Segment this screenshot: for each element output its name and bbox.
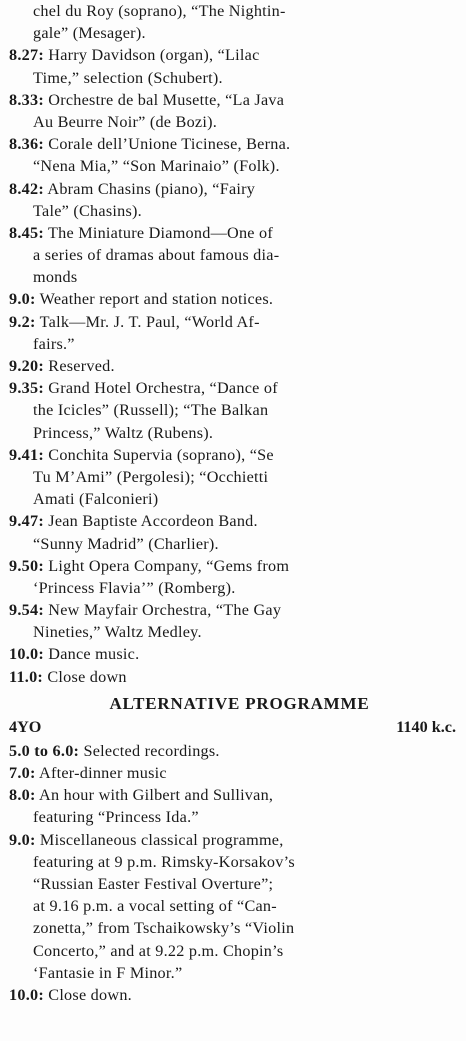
- programme-item: [9, 643, 458, 665]
- programme-text: at 9.16 p.m. a vocal setting of “Can-: [33, 897, 277, 916]
- programme-item: [9, 829, 458, 984]
- programme-text: “Sunny Madrid” (Charlier).: [33, 534, 219, 553]
- programme-line: [9, 621, 458, 643]
- programme-line: [9, 288, 458, 310]
- programme-text: featuring at 9 p.m. Rimsky-Korsakov’s: [33, 852, 295, 871]
- programme-time: 10.0:: [9, 645, 44, 664]
- programme-item: [9, 44, 458, 88]
- programme-item: [9, 222, 458, 289]
- programme-line: [9, 599, 458, 621]
- programme-line: [9, 851, 458, 873]
- programme-line: [9, 355, 458, 377]
- programme-line: [9, 577, 458, 599]
- programme-text: Tu M’Ami” (Pergolesi); “Occhietti: [33, 467, 269, 486]
- programme-line: [9, 266, 458, 288]
- programme-time: 8.42:: [9, 179, 44, 198]
- programme-item: [9, 666, 458, 688]
- section-heading: ALTERNATIVE PROGRAMME: [109, 693, 370, 713]
- programme-line: [9, 488, 458, 510]
- programme-line: [9, 0, 458, 22]
- programme-line: [9, 784, 458, 806]
- programme-item: [9, 89, 458, 133]
- programme-time: 9.20:: [9, 357, 44, 375]
- programme-text: Miscellaneous classical programme,: [39, 830, 284, 849]
- programme-line: [9, 399, 458, 421]
- programme-time: 9.50:: [9, 556, 44, 575]
- programme-line: [9, 200, 458, 222]
- programme-line: [9, 333, 458, 355]
- programme-text: zonetta,” from Tschaikowsky’s “Violin: [33, 919, 295, 938]
- programme-line: [9, 22, 458, 44]
- programme-text: Harry Davidson (organ), “Lilac: [48, 46, 260, 65]
- programme-line: [9, 377, 458, 399]
- programme-time: 8.0:: [9, 786, 36, 805]
- programme-line: [9, 89, 458, 111]
- programme-text: Abram Chasins (piano), “Fairy: [47, 179, 256, 198]
- programme-text: Dance music.: [48, 645, 140, 664]
- programme-text: “Nena Mia,” “Son Marinaio” (Folk).: [33, 157, 280, 176]
- programme-line: [9, 555, 458, 577]
- programme-item: [9, 599, 458, 643]
- programme-line: [9, 940, 458, 962]
- alternative-programme-list: [9, 740, 458, 1006]
- programme-text: Light Opera Company, “Gems from: [48, 556, 290, 575]
- programme-line: [9, 917, 458, 939]
- programme-item: [9, 178, 458, 222]
- programme-text: fairs.”: [33, 334, 75, 353]
- programme-text: The Miniature Diamond—One of: [47, 223, 274, 242]
- programme-time: 9.41:: [9, 445, 44, 464]
- programme-item: [9, 510, 458, 554]
- programme-item: [9, 555, 458, 599]
- programme-line: [9, 111, 458, 133]
- programme-time: 9.54:: [9, 601, 44, 620]
- programme-line: [9, 762, 458, 784]
- station-row: [9, 716, 458, 740]
- programme-text: Jean Baptiste Accordeon Band.: [48, 512, 258, 531]
- programme-line: [9, 510, 458, 532]
- programme-line: [9, 643, 458, 665]
- station-call-sign: 4YO: [9, 717, 42, 736]
- programme-text: Princess,” Waltz (Rubens).: [33, 423, 214, 442]
- programme-text: Tale” (Chasins).: [33, 201, 142, 220]
- programme-time: 8.45:: [9, 223, 44, 242]
- programme-time: 7.0:: [9, 764, 36, 782]
- programme-line: [9, 962, 458, 984]
- programme-line: [9, 178, 458, 200]
- programme-text: Selected recordings.: [83, 741, 220, 760]
- programme-text: New Mayfair Orchestra, “The Gay: [48, 601, 282, 620]
- programme-time: 9.2:: [9, 312, 36, 331]
- programme-text: “Russian Easter Festival Overture”;: [33, 874, 274, 893]
- programme-text: Reserved.: [48, 357, 115, 375]
- programme-text: Amati (Falconieri): [33, 490, 159, 509]
- programme-time: 9.47:: [9, 512, 44, 531]
- programme-line: [9, 984, 458, 1006]
- station-frequency: 1140 k.c.: [396, 717, 456, 736]
- programme-text: the Icicles” (Russell); “The Balkan: [33, 401, 269, 420]
- programme-item: [9, 288, 458, 310]
- programme-text: Nineties,” Waltz Medley.: [33, 623, 202, 642]
- programme-text: Corale dell’Unione Ticinese, Berna.: [48, 135, 291, 154]
- programme-text: An hour with Gilbert and Sullivan,: [39, 786, 274, 805]
- programme-item: [9, 984, 458, 1006]
- programme-item: [9, 133, 458, 177]
- programme-line: [9, 895, 458, 917]
- programme-time: 5.0 to 6.0:: [9, 741, 80, 760]
- programme-line: [9, 422, 458, 444]
- programme-item: [9, 377, 458, 444]
- programme-line: [9, 155, 458, 177]
- programme-time: 11.0:: [9, 667, 44, 686]
- programme-item: [9, 784, 458, 828]
- programme-list: [9, 0, 458, 688]
- programme-line: [9, 133, 458, 155]
- programme-line: [9, 740, 458, 762]
- programme-text: Close down.: [48, 985, 132, 1004]
- programme-text: After-dinner music: [39, 764, 167, 782]
- programme-line: [9, 444, 458, 466]
- programme-text: Talk—Mr. J. T. Paul, “World Af-: [39, 312, 260, 331]
- programme-item: [9, 444, 458, 511]
- programme-text: Close down: [47, 667, 127, 686]
- programme-line: [9, 67, 458, 89]
- programme-line: [9, 466, 458, 488]
- programme-text: a series of dramas about famous dia-: [33, 246, 280, 265]
- programme-line: [9, 806, 458, 828]
- programme-time: 8.27:: [9, 46, 44, 65]
- programme-line: [9, 222, 458, 244]
- programme-text: Weather report and station notices.: [39, 290, 274, 309]
- programme-line: [9, 533, 458, 555]
- programme-item: [9, 762, 458, 784]
- programme-item: [9, 740, 458, 762]
- programme-text: Orchestre de bal Musette, “La Java: [48, 90, 285, 109]
- programme-line: [9, 244, 458, 266]
- programme-text: ‘Princess Flavia’” (Romberg).: [33, 578, 236, 597]
- programme-text: monds: [33, 268, 78, 287]
- programme-time: 8.33:: [9, 90, 44, 109]
- programme-text: Grand Hotel Orchestra, “Dance of: [48, 379, 278, 398]
- programme-line: [9, 829, 458, 851]
- programme-time: 9.0:: [9, 290, 36, 309]
- programme-time: 10.0:: [9, 985, 44, 1004]
- programme-text: gale” (Mesager).: [33, 24, 146, 43]
- programme-line: [9, 311, 458, 333]
- programme-item: [9, 355, 458, 377]
- programme-time: 9.0:: [9, 830, 36, 849]
- programme-line: [9, 873, 458, 895]
- programme-line: [9, 666, 458, 688]
- programme-text: featuring “Princess Ida.”: [33, 808, 199, 827]
- programme-time: 9.35:: [9, 379, 44, 398]
- programme-text: Conchita Supervia (soprano), “Se: [48, 445, 274, 464]
- programme-item: [9, 0, 458, 44]
- programme-text: Time,” selection (Schubert).: [33, 68, 223, 87]
- programme-text: Au Beurre Noir” (de Bozi).: [33, 112, 218, 131]
- programme-time: 8.36:: [9, 135, 44, 154]
- programme-text: chel du Roy (soprano), “The Nightin-: [33, 2, 286, 20]
- programme-text: ‘Fantasie in F Minor.”: [33, 963, 183, 982]
- programme-text: Concerto,” and at 9.22 p.m. Chopin’s: [33, 941, 284, 960]
- programme-item: [9, 311, 458, 355]
- programme-line: [9, 44, 458, 66]
